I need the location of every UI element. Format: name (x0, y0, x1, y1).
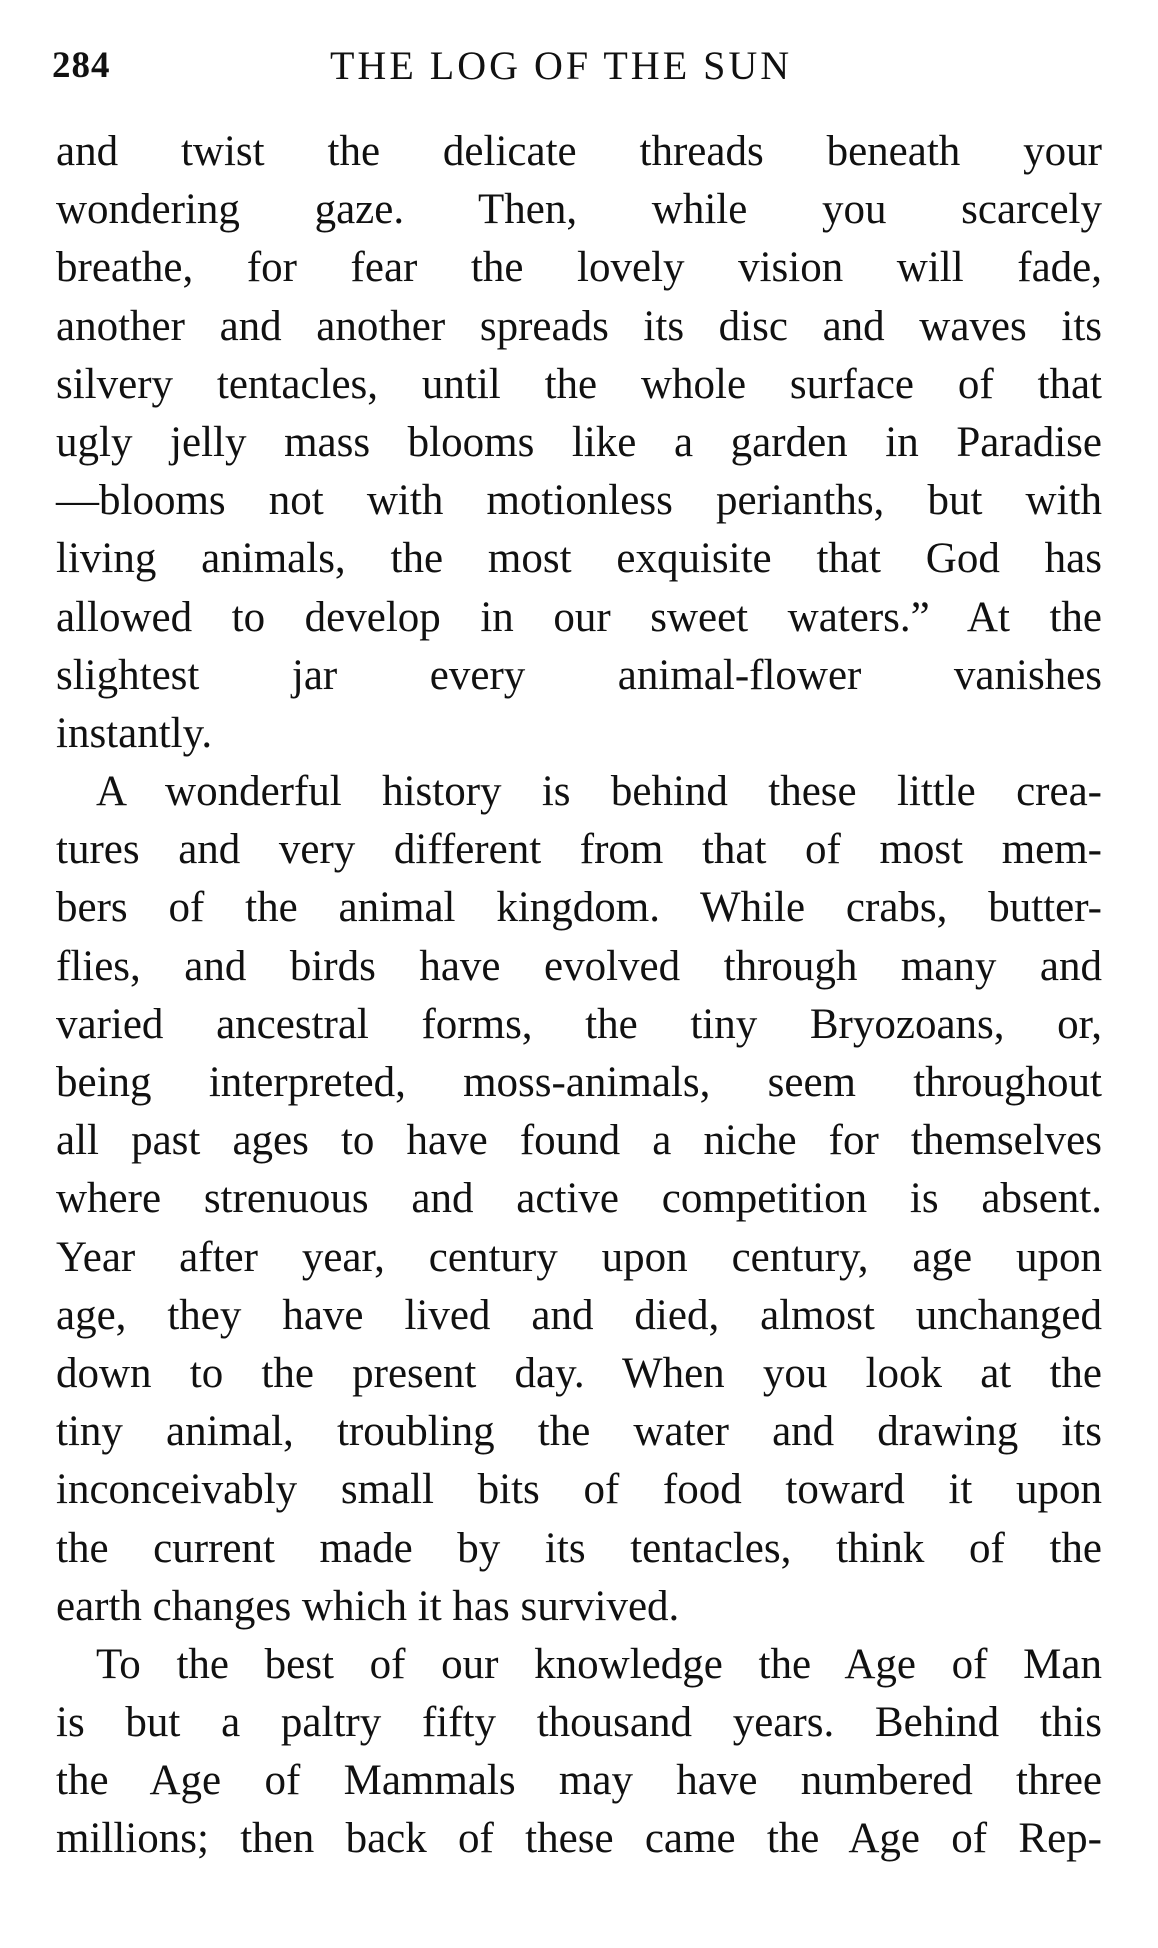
text-line: To the best of our knowledge the Age of Man (96, 1640, 1102, 1688)
paragraph-1 (56, 123, 1102, 763)
running-title: THE LOG OF THE SUN (330, 43, 793, 88)
text-line: Year after year, century upon century, age upon (56, 1233, 1102, 1281)
text-line: living animals, the most exquisite that God has (56, 535, 1102, 583)
text-line: wondering gaze. Then, while you scarcely (56, 186, 1102, 234)
text-line: all past ages to have found a niche for themselves (56, 1117, 1102, 1165)
text-line: varied ancestral forms, the tiny Bryozoans, or, (56, 1000, 1102, 1048)
body-text (56, 123, 1102, 1869)
text-line: the current made by its tentacles, think of the (56, 1524, 1102, 1572)
text-line: tiny animal, troubling the water and drawing its (56, 1408, 1102, 1456)
text-line: A wonderful history is behind these little crea- (96, 768, 1102, 816)
text-line: inconceivably small bits of food toward it upon (56, 1466, 1102, 1514)
text-line: slightest jar every animal-flower vanishes (56, 651, 1102, 699)
text-line: breathe, for fear the lovely vision will fade, (56, 244, 1102, 292)
text-line: and twist the delicate threads beneath your (56, 128, 1102, 175)
text-line: flies, and birds have evolved through many and (56, 942, 1102, 990)
text-line: bers of the animal kingdom. While crabs, butter- (56, 884, 1102, 932)
running-head (52, 38, 1112, 98)
text-line: being interpreted, moss-animals, seem throughout (56, 1059, 1102, 1106)
text-line: another and another spreads its disc and waves its (56, 302, 1102, 350)
text-line: down to the present day. When you look at the (56, 1349, 1102, 1397)
text-line: tures and very different from that of most mem- (56, 826, 1102, 874)
paragraph-3 (56, 1636, 1102, 1869)
text-line: allowed to develop in our sweet waters.” At the (56, 593, 1102, 641)
text-line: the Age of Mammals may have numbered three (56, 1757, 1102, 1805)
text-line: where strenuous and active competition is absent. (56, 1175, 1102, 1223)
text-line: —blooms not with motionless perianths, but with (56, 477, 1102, 525)
text-line: silvery tentacles, until the whole surface of that (56, 360, 1102, 408)
text-line: ugly jelly mass blooms like a garden in Paradise (56, 418, 1102, 466)
text-line: age, they have lived and died, almost unchanged (56, 1291, 1102, 1339)
page-number: 284 (52, 45, 111, 86)
paragraph-2 (56, 763, 1102, 1636)
text-line: instantly. (56, 709, 213, 757)
text-line: is but a paltry fifty thousand years. Behind this (56, 1699, 1102, 1747)
text-line: millions; then back of these came the Age of Rep- (56, 1815, 1102, 1863)
text-line: earth changes which it has survived. (56, 1582, 680, 1630)
